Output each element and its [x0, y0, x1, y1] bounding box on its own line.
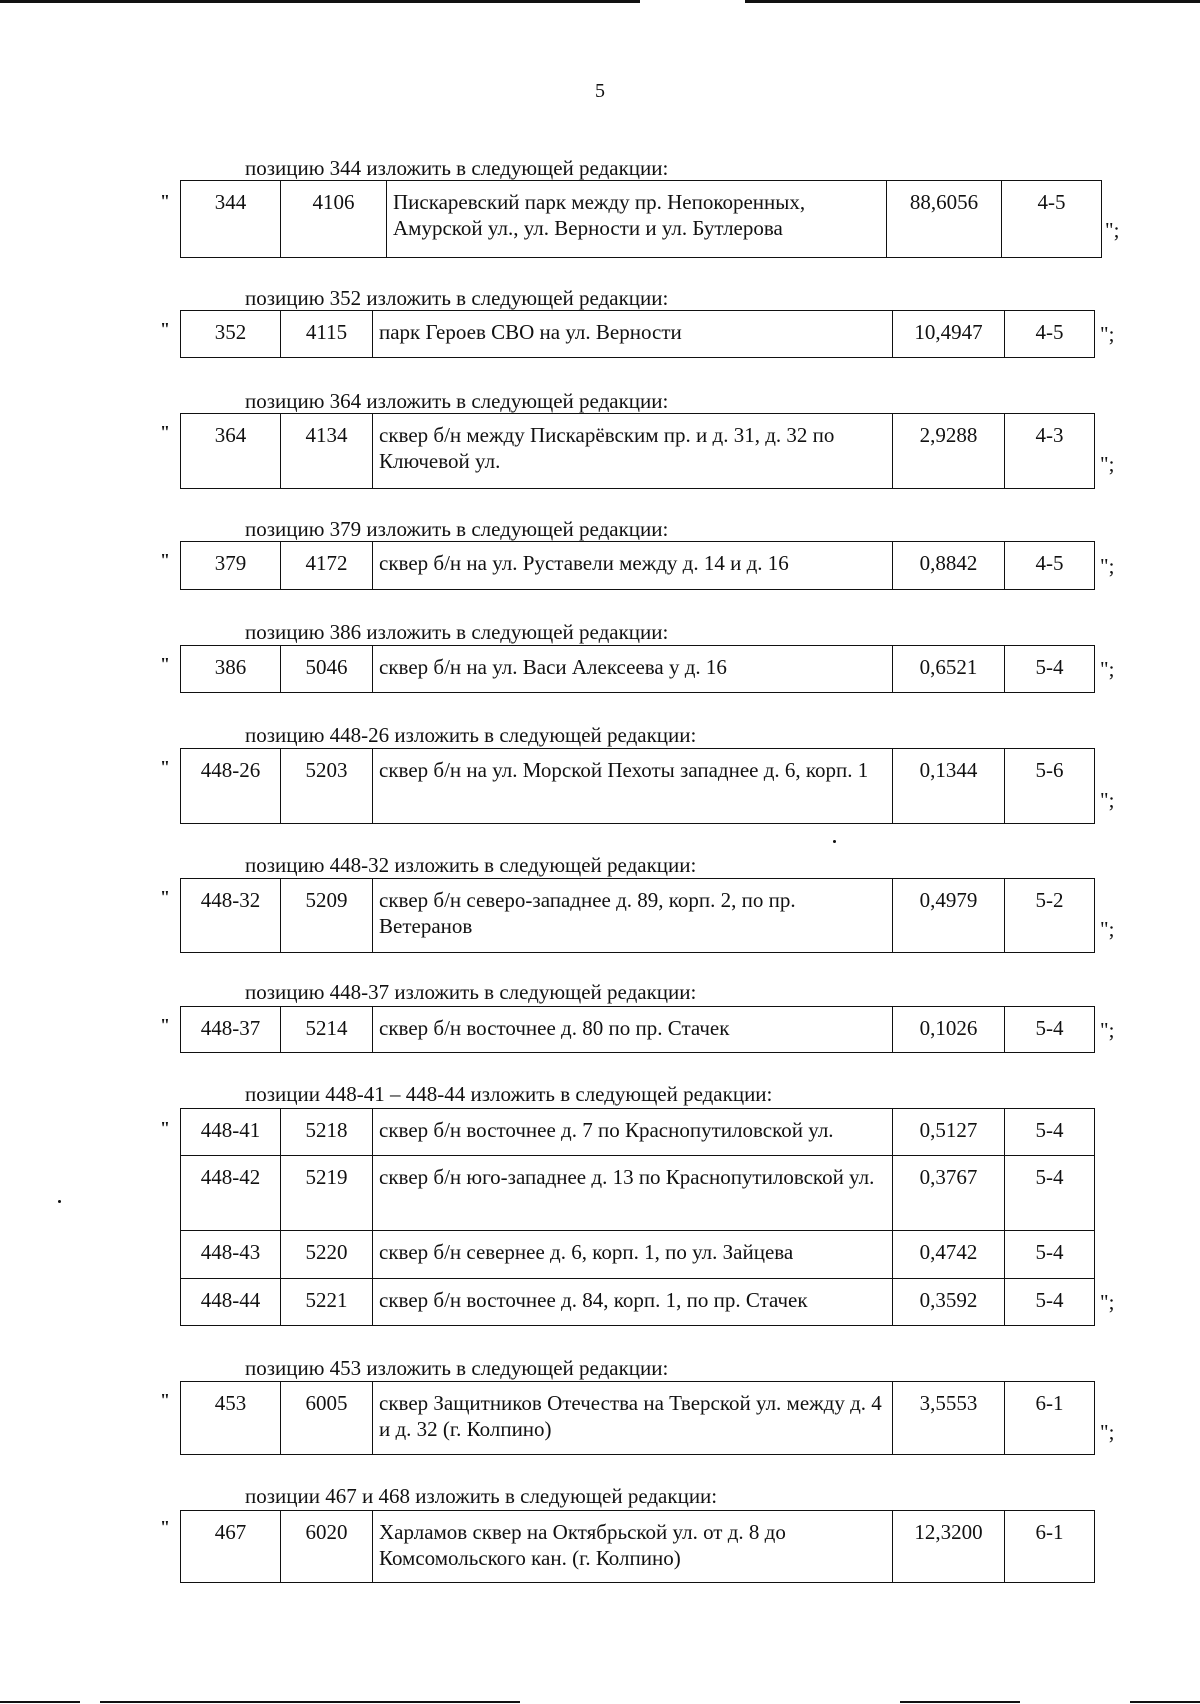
- table-row: [181, 414, 1095, 489]
- amendment-caption: позиции 467 и 468 изложить в следующей редакции:: [245, 1484, 718, 1508]
- opening-quote: ": [160, 1015, 170, 1035]
- name-cell: Харламов сквер на Октябрьской ул. от д. 8 до Комсомольского кан. (г. Колпино): [373, 1511, 893, 1583]
- code-cell: 5221: [281, 1279, 373, 1326]
- zone-cell: 6-1: [1005, 1382, 1095, 1455]
- code-cell: 5219: [281, 1156, 373, 1231]
- closing-quote: ";: [1100, 1290, 1115, 1314]
- code-cell: 5209: [281, 879, 373, 953]
- position-cell: 386: [181, 646, 281, 693]
- zone-cell: 5-4: [1005, 646, 1095, 693]
- position-cell: 448-26: [181, 749, 281, 824]
- name-cell: сквер б/н на ул. Васи Алексеева у д. 16: [373, 646, 893, 693]
- area-cell: 0,6521: [893, 646, 1005, 693]
- scan-edge-top: [0, 0, 640, 3]
- record-table: [180, 748, 1095, 824]
- code-cell: 4115: [281, 311, 373, 358]
- table-row: [181, 181, 1102, 258]
- closing-quote: ";: [1100, 1018, 1115, 1042]
- area-cell: 0,5127: [893, 1109, 1005, 1156]
- closing-quote: ";: [1105, 218, 1120, 242]
- position-cell: 352: [181, 311, 281, 358]
- position-cell: 448-43: [181, 1231, 281, 1279]
- zone-cell: 4-3: [1005, 414, 1095, 489]
- amendment-caption: позицию 379 изложить в следующей редакции:: [245, 517, 669, 541]
- amendment-caption: позицию 448-37 изложить в следующей редакции:: [245, 980, 697, 1004]
- name-cell: сквер б/н северо-западнее д. 89, корп. 2, по пр. Ветеранов: [373, 879, 893, 953]
- opening-quote: ": [160, 654, 170, 674]
- record-table: [180, 541, 1095, 590]
- record-table: [180, 413, 1095, 489]
- area-cell: 2,9288: [893, 414, 1005, 489]
- position-cell: 453: [181, 1382, 281, 1455]
- code-cell: 5218: [281, 1109, 373, 1156]
- zone-cell: 6-1: [1005, 1511, 1095, 1583]
- zone-cell: 5-2: [1005, 879, 1095, 953]
- position-cell: 467: [181, 1511, 281, 1583]
- closing-quote: ";: [1100, 917, 1115, 941]
- record-table: [180, 180, 1102, 258]
- position-cell: 448-41: [181, 1109, 281, 1156]
- position-cell: 448-42: [181, 1156, 281, 1231]
- table-row: [181, 879, 1095, 953]
- position-cell: 448-44: [181, 1279, 281, 1326]
- position-cell: 448-37: [181, 1007, 281, 1053]
- opening-quote: ": [160, 422, 170, 442]
- zone-cell: 5-6: [1005, 749, 1095, 824]
- code-cell: 6020: [281, 1511, 373, 1583]
- area-cell: 3,5553: [893, 1382, 1005, 1455]
- table-row: [181, 1382, 1095, 1455]
- closing-quote: ";: [1100, 554, 1115, 578]
- zone-cell: 4-5: [1002, 181, 1102, 258]
- scan-speck: [58, 1200, 61, 1203]
- area-cell: 0,4742: [893, 1231, 1005, 1279]
- record-table: [180, 1381, 1095, 1455]
- zone-cell: 4-5: [1005, 311, 1095, 358]
- amendment-caption: позицию 453 изложить в следующей редакции:: [245, 1356, 669, 1380]
- code-cell: 5214: [281, 1007, 373, 1053]
- closing-quote: ";: [1100, 452, 1115, 476]
- table-row: [181, 1231, 1095, 1279]
- name-cell: сквер б/н на ул. Морской Пехоты западнее д. 6, корп. 1: [373, 749, 893, 824]
- name-cell: сквер б/н севернее д. 6, корп. 1, по ул. Зайцева: [373, 1231, 893, 1279]
- opening-quote: ": [160, 191, 170, 211]
- position-cell: 364: [181, 414, 281, 489]
- opening-quote: ": [160, 1118, 170, 1138]
- zone-cell: 4-5: [1005, 542, 1095, 590]
- name-cell: сквер б/н на ул. Руставели между д. 14 и д. 16: [373, 542, 893, 590]
- opening-quote: ": [160, 1517, 170, 1537]
- area-cell: 0,3767: [893, 1156, 1005, 1231]
- name-cell: сквер б/н восточнее д. 80 по пр. Стачек: [373, 1007, 893, 1053]
- record-table: [180, 1006, 1095, 1053]
- record-table: [180, 878, 1095, 953]
- table-row: [181, 749, 1095, 824]
- record-table: [180, 1510, 1095, 1583]
- scan-edge-bottom: [1130, 1701, 1200, 1703]
- scan-edge-bottom: [900, 1701, 1020, 1703]
- closing-quote: ";: [1100, 657, 1115, 681]
- amendment-caption: позицию 364 изложить в следующей редакции:: [245, 389, 669, 413]
- position-cell: 379: [181, 542, 281, 590]
- table-row: [181, 1279, 1095, 1326]
- zone-cell: 5-4: [1005, 1279, 1095, 1326]
- opening-quote: ": [160, 1390, 170, 1410]
- area-cell: 0,1344: [893, 749, 1005, 824]
- area-cell: 0,4979: [893, 879, 1005, 953]
- code-cell: 5046: [281, 646, 373, 693]
- table-row: [181, 1007, 1095, 1053]
- scan-edge-bottom: [0, 1701, 80, 1703]
- table-row: [181, 1511, 1095, 1583]
- zone-cell: 5-4: [1005, 1231, 1095, 1279]
- opening-quote: ": [160, 887, 170, 907]
- name-cell: Пискаревский парк между пр. Непокоренных, Амурской ул., ул. Верности и ул. Бутлерова: [387, 181, 887, 258]
- page-number: 5: [595, 80, 605, 102]
- amendment-caption: позицию 344 изложить в следующей редакции:: [245, 156, 669, 180]
- code-cell: 4134: [281, 414, 373, 489]
- table-row: [181, 542, 1095, 590]
- area-cell: 88,6056: [887, 181, 1002, 258]
- record-table: [180, 310, 1095, 358]
- zone-cell: 5-4: [1005, 1156, 1095, 1231]
- name-cell: сквер б/н восточнее д. 84, корп. 1, по пр. Стачек: [373, 1279, 893, 1326]
- table-row: [181, 1156, 1095, 1231]
- area-cell: 0,1026: [893, 1007, 1005, 1053]
- position-cell: 448-32: [181, 879, 281, 953]
- amendment-caption: позицию 352 изложить в следующей редакции:: [245, 286, 669, 310]
- closing-quote: ";: [1100, 1420, 1115, 1444]
- code-cell: 6005: [281, 1382, 373, 1455]
- amendment-caption: позицию 448-26 изложить в следующей редакции:: [245, 723, 697, 747]
- record-table: [180, 1108, 1095, 1326]
- scan-edge-top-right: [745, 0, 1200, 3]
- name-cell: сквер б/н юго-западнее д. 13 по Краснопутиловской ул.: [373, 1156, 893, 1231]
- area-cell: 0,3592: [893, 1279, 1005, 1326]
- position-cell: 344: [181, 181, 281, 258]
- zone-cell: 5-4: [1005, 1109, 1095, 1156]
- area-cell: 12,3200: [893, 1511, 1005, 1583]
- amendment-caption: позицию 448-32 изложить в следующей редакции:: [245, 853, 697, 877]
- closing-quote: ";: [1100, 322, 1115, 346]
- scan-edge-bottom: [100, 1701, 520, 1703]
- name-cell: парк Героев СВО на ул. Верности: [373, 311, 893, 358]
- name-cell: сквер Защитников Отечества на Тверской ул. между д. 4 и д. 32 (г. Колпино): [373, 1382, 893, 1455]
- record-table: [180, 645, 1095, 693]
- table-row: [181, 1109, 1095, 1156]
- code-cell: 4106: [281, 181, 387, 258]
- name-cell: сквер б/н восточнее д. 7 по Краснопутиловской ул.: [373, 1109, 893, 1156]
- area-cell: 0,8842: [893, 542, 1005, 590]
- area-cell: 10,4947: [893, 311, 1005, 358]
- amendment-caption: позиции 448-41 – 448-44 изложить в следующей редакции:: [245, 1082, 773, 1106]
- scan-speck: [833, 840, 836, 843]
- opening-quote: ": [160, 550, 170, 570]
- table-row: [181, 646, 1095, 693]
- name-cell: сквер б/н между Пискарёвским пр. и д. 31, д. 32 по Ключевой ул.: [373, 414, 893, 489]
- code-cell: 5203: [281, 749, 373, 824]
- zone-cell: 5-4: [1005, 1007, 1095, 1053]
- amendment-caption: позицию 386 изложить в следующей редакции:: [245, 620, 669, 644]
- code-cell: 5220: [281, 1231, 373, 1279]
- closing-quote: ";: [1100, 788, 1115, 812]
- opening-quote: ": [160, 319, 170, 339]
- table-row: [181, 311, 1095, 358]
- code-cell: 4172: [281, 542, 373, 590]
- opening-quote: ": [160, 757, 170, 777]
